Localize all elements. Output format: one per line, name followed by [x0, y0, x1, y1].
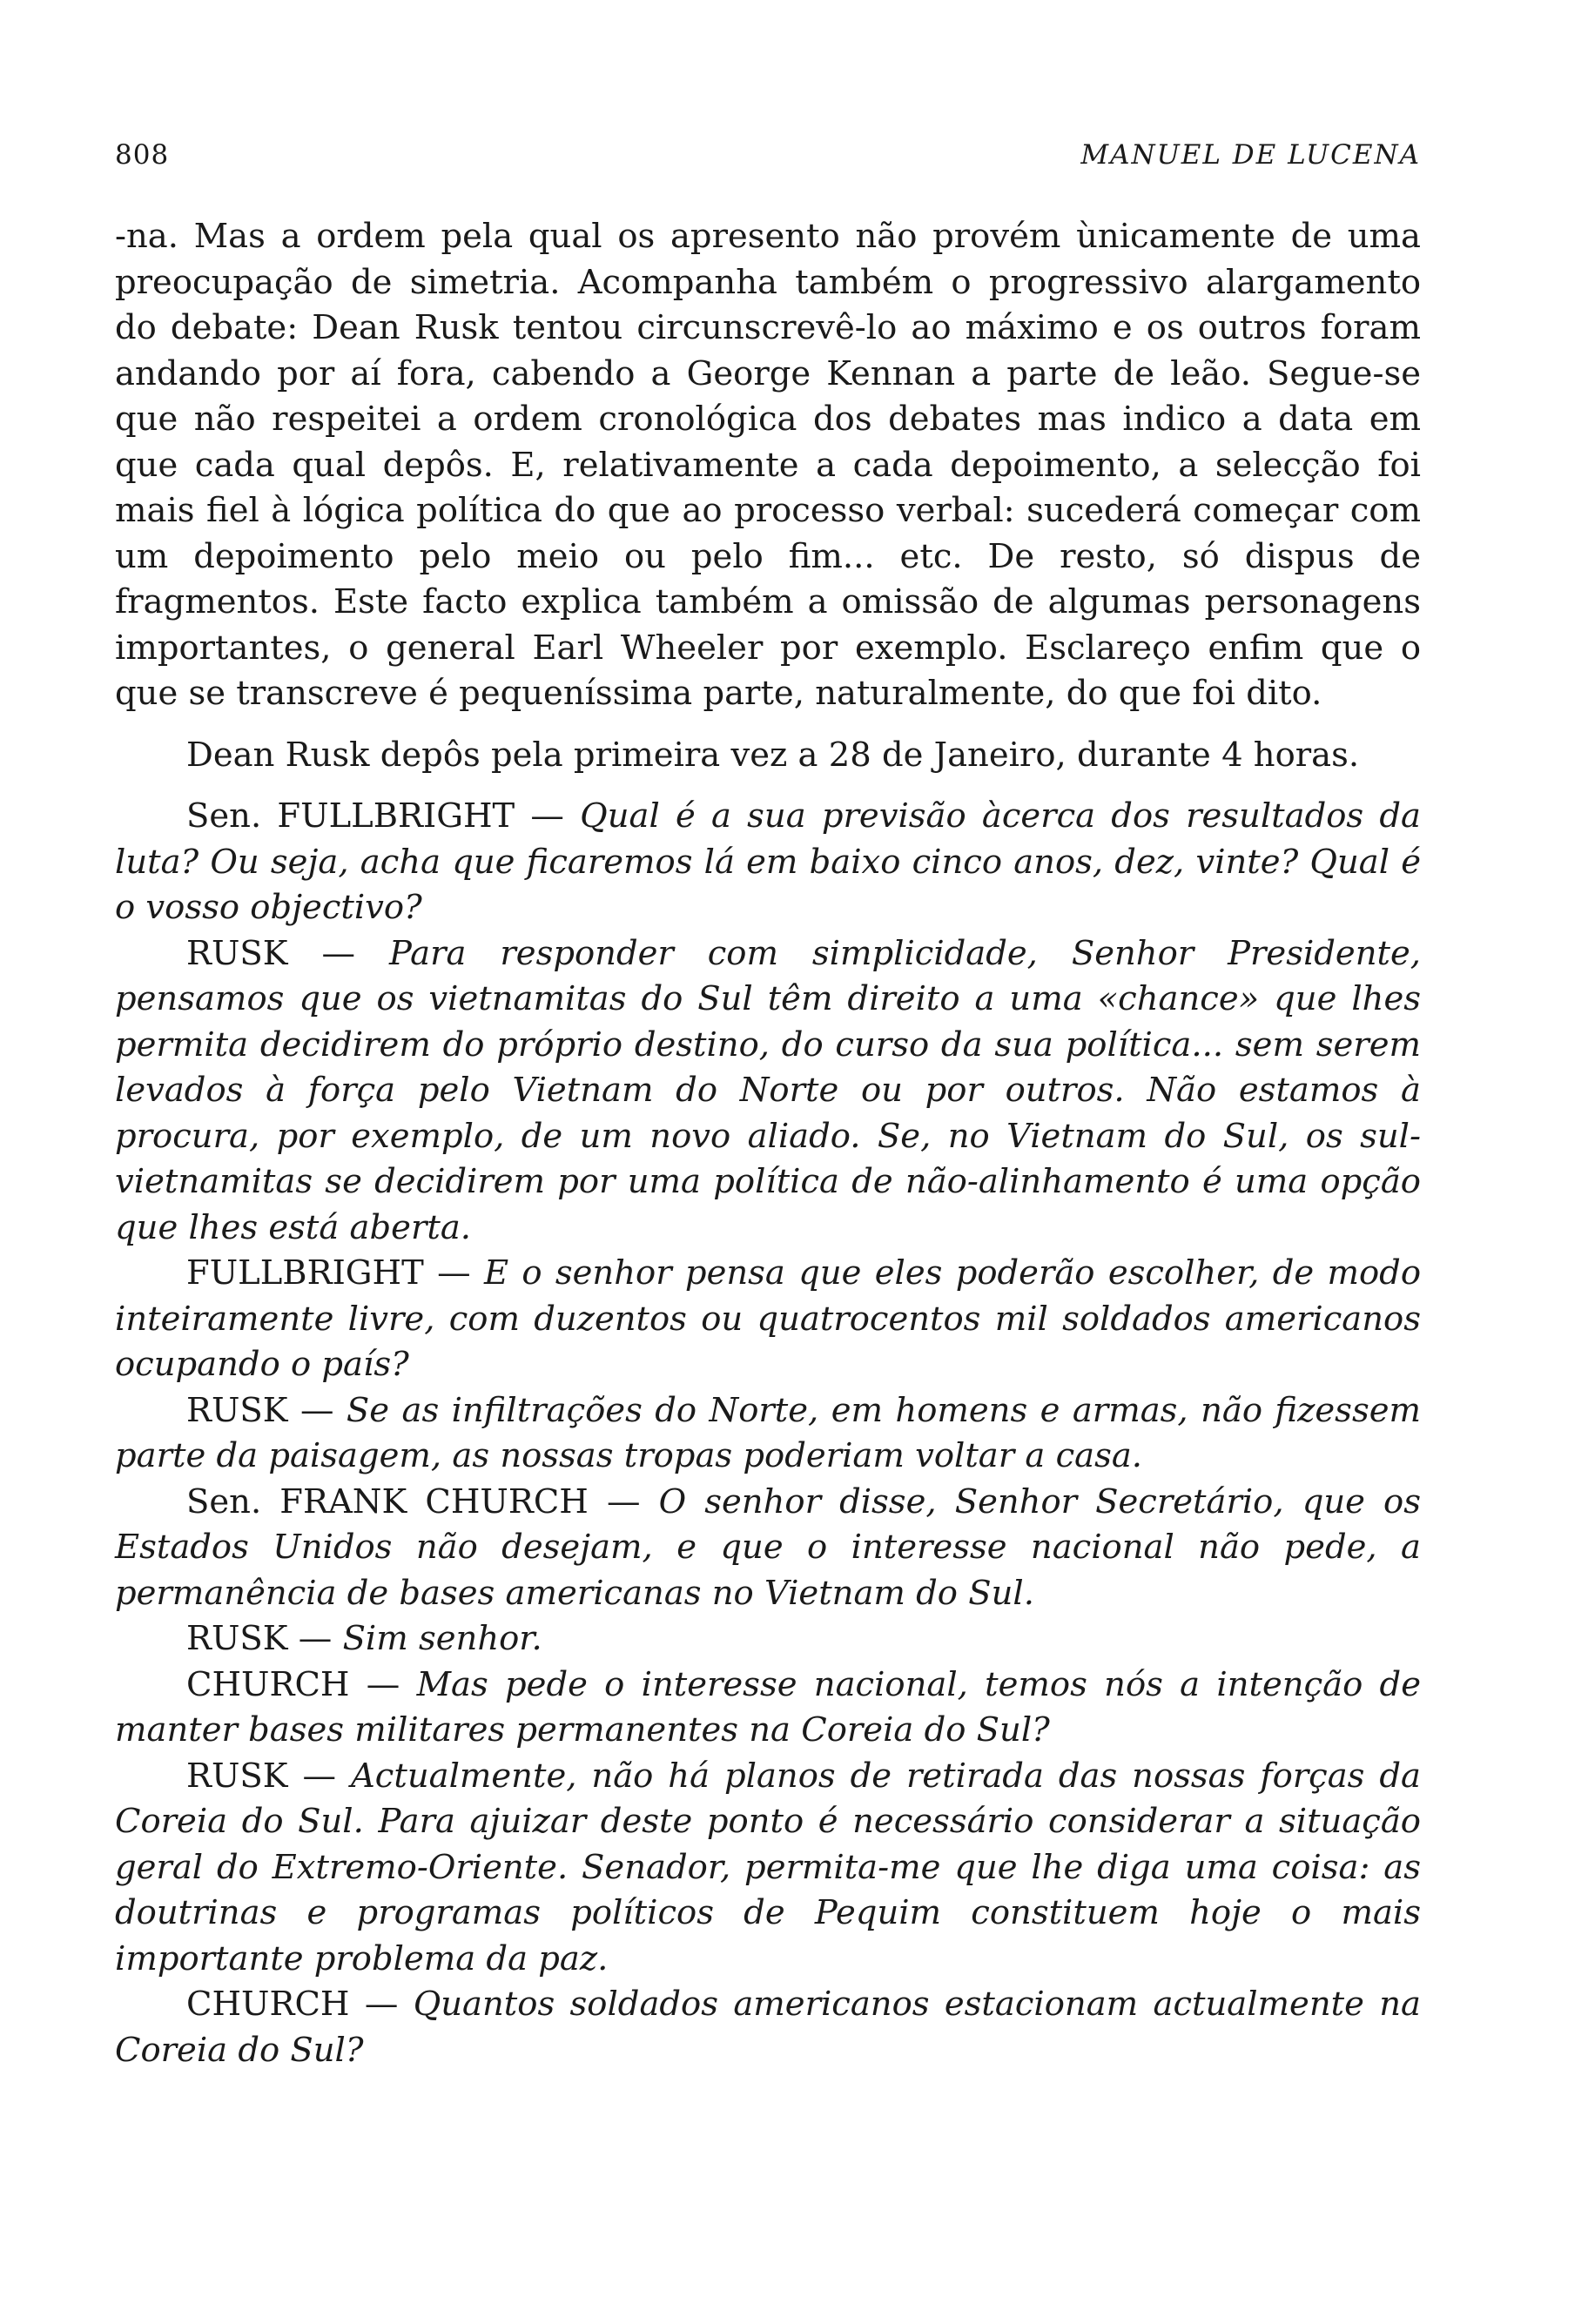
exchange-paragraph — [115, 1388, 1421, 1480]
speaker-name: FULLBRIGHT — — [186, 1253, 471, 1293]
exchange-paragraph — [115, 1754, 1421, 1983]
exchange-paragraph — [115, 1616, 1421, 1662]
speech-text: Se as infiltrações do Norte, em homens e armas, não fizessem parte da paisagem, as nossas tropas poderiam voltar a casa. — [115, 1390, 1421, 1475]
speaker-name: Sen. FULLBRIGHT — — [186, 796, 564, 836]
speech-text: Quantos soldados americanos estacionam actualmente na Coreia do Sul? — [115, 1985, 1421, 2070]
page-number: 808 — [115, 139, 170, 171]
exchange-paragraph — [115, 1480, 1421, 1617]
speaker-name: CHURCH — — [186, 1664, 400, 1704]
speaker-name: RUSK — — [186, 1756, 337, 1796]
running-head: MANUEL DE LUCENA — [1080, 139, 1421, 171]
date-paragraph: Dean Rusk depôs pela primeira vez a 28 de Janeiro, durante 4 horas. — [186, 735, 1360, 775]
speaker-name: RUSK — — [186, 1619, 333, 1658]
speech-text: Qual é a sua previsão àcerca dos resultados da luta? Ou seja, acha que ficaremos lá em baixo cinco anos, dez, vinte? Qual é o vosso objectivo? — [115, 796, 1421, 927]
intro-paragraph: -na. Mas a ordem pela qual os apresento não provém ùnicamente de uma preocupação de simetria. Acompanha também o progressivo alargamento do debate: Dean Rusk tentou circunscrevê-lo ao máximo e os outros foram andando por aí fora, cabendo a George Kennan a parte de leão. Segue-se que não respeitei a ordem cronológica dos debates mas indico a data em que cada qual depôs. E, relativamente a cada depoimento, a selecção foi mais fiel à lógica política do que ao processo verbal: sucederá começar com um depoimento pelo meio ou pelo fim... etc. De resto, só dispus de fragmentos. Este facto explica também a omissão de algumas personagens importantes, o general Earl Wheeler por exemplo. Esclareço enfim que o que se transcreve é pequeníssima parte, naturalmente, do que foi dito. — [115, 217, 1421, 713]
speaker-name: RUSK — — [186, 933, 356, 973]
exchange-paragraph — [115, 794, 1421, 931]
body-text — [115, 214, 1421, 2073]
exchange-paragraph — [115, 1251, 1421, 1388]
exchange-paragraph — [115, 1982, 1421, 2073]
exchange-paragraph — [115, 1662, 1421, 1754]
speaker-name: RUSK — — [186, 1390, 334, 1430]
speech-text: O senhor disse, Senhor Secretário, que os Estados Unidos não desejam, e que o interesse nacional não pede, a permanência de bases americanas no Vietnam do Sul. — [115, 1481, 1421, 1613]
speech-text: Actualmente, não há planos de retirada das nossas forças da Coreia do Sul. Para ajuizar deste ponto é necessário considerar a situação geral do Extremo-Oriente. Senador, permita-me que lhe diga uma coisa: as doutrinas e programas políticos de Pequim constituem hoje o mais importante problema da paz. — [115, 1756, 1421, 1978]
speaker-name: Sen. FRANK CHURCH — — [186, 1481, 641, 1521]
page-header — [115, 139, 1421, 183]
speech-text: Sim senhor. — [342, 1619, 542, 1658]
speaker-name: CHURCH — — [186, 1985, 399, 2024]
speech-text: E o senhor pensa que eles poderão escolher, de modo inteiramente livre, com duzentos ou quatrocentos mil soldados americanos ocupando o país? — [115, 1253, 1421, 1384]
speech-text: Para responder com simplicidade, Senhor Presidente, pensamos que os vietnamitas do Sul têm direito a uma «chance» que lhes permita decidirem do próprio destino, do curso da sua política... sem serem levados à força pelo Vietnam do Norte ou por outros. Não estamos à procura, por exemplo, de um novo aliado. Se, no Vietnam do Sul, os sul-vietnamitas se decidirem por uma política de não-alinhamento é uma opção que lhes está aberta. — [115, 933, 1422, 1247]
speech-text: Mas pede o interesse nacional, temos nós a intenção de manter bases militares permanentes na Coreia do Sul? — [115, 1664, 1421, 1750]
exchange-paragraph — [115, 931, 1421, 1252]
